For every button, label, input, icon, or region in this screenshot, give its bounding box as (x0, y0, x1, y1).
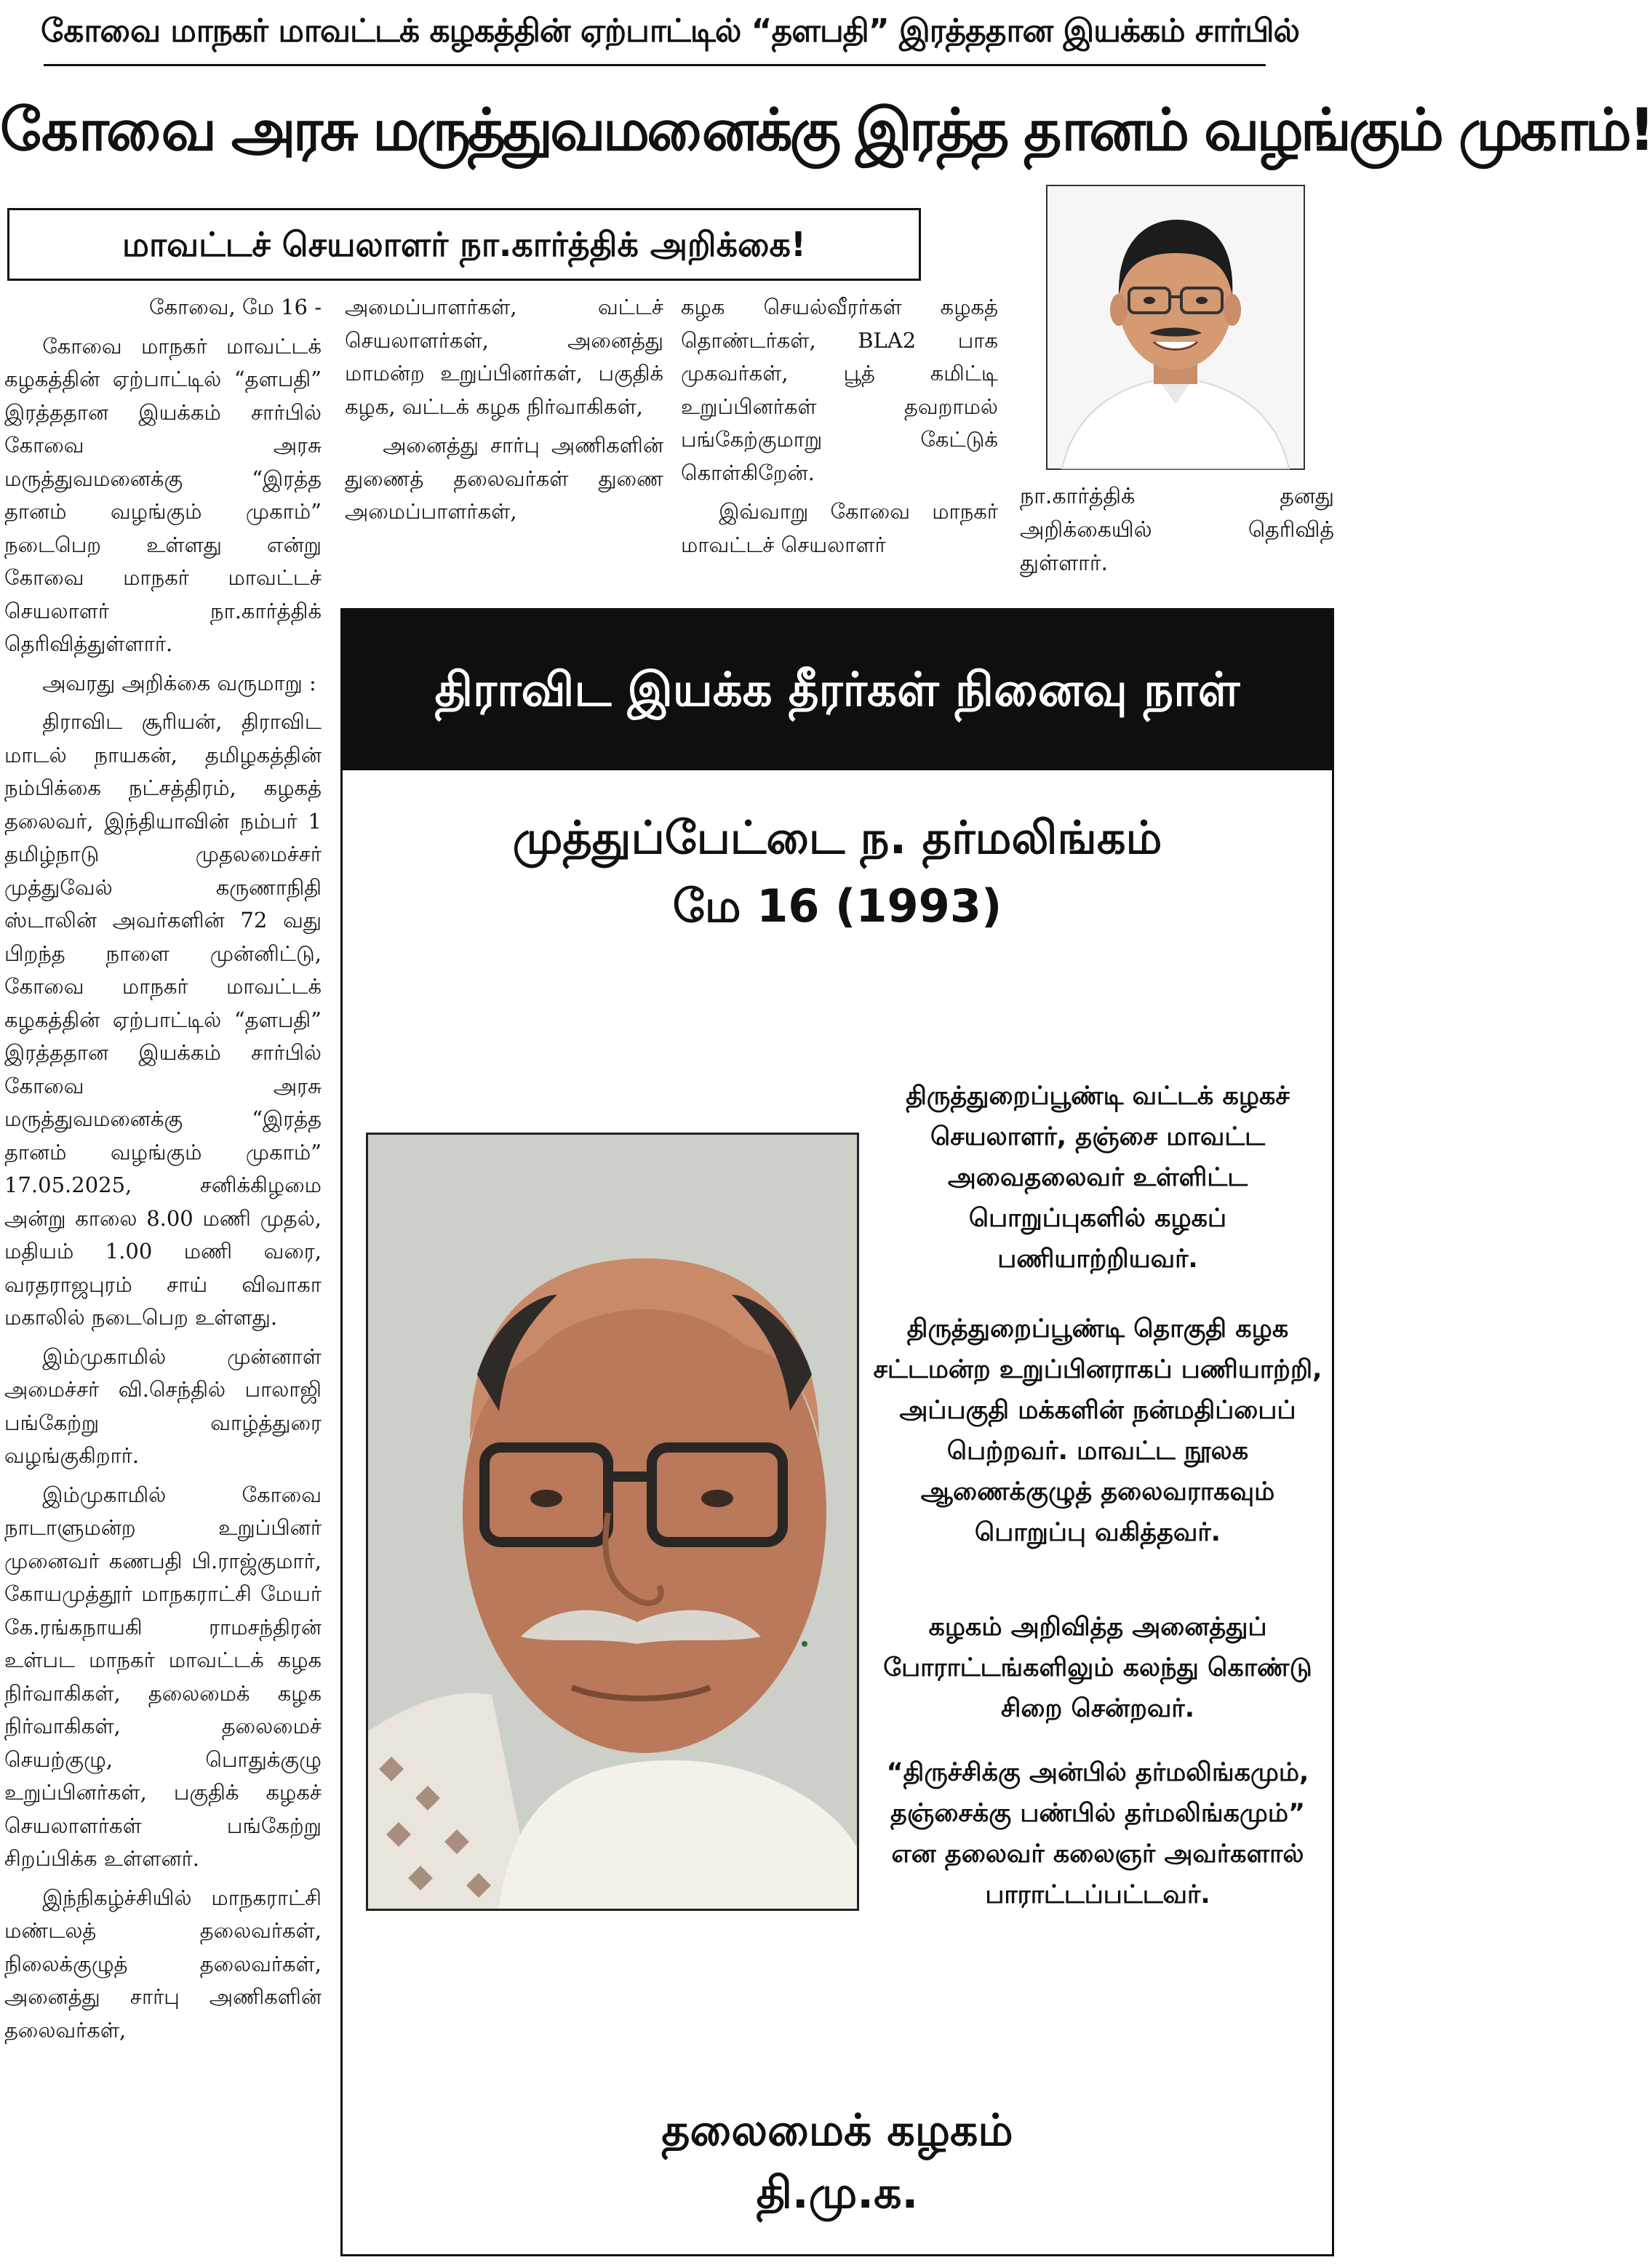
memorial-name: முத்துப்பேட்டை ந. தர்மலிங்கம் (512, 811, 1162, 864)
memorial-banner: திராவிட இயக்க தீரர்கள் நினைவு நாள் (343, 610, 1332, 770)
article-paragraph: இவ்வாறு கோவை மாநகர் மாவட்டச் செயலாளர் (681, 499, 998, 557)
memorial-bio-3: கழகம் அறிவித்த அனைத்துப் போராட்டங்களிலும் கலந்து கொண்டு சிறை சென்றவர். (883, 1613, 1312, 1723)
kicker-divider (44, 64, 1266, 66)
memorial-footer-party: தி.மு.க. (756, 2168, 919, 2219)
article-paragraph: இம்முகாமில் கோவை நாடாளுமன்ற உறுப்பினர் முனைவர் கணபதி பி.ராஜ்குமார், கோயமுத்தூர் மாநகராட்சி மேயர் கே.ரங்கநாயகி ராமசந்திரன் உள்பட மாநகர் மாவட்டக் கழக நிர்வாகிகள், தலைமைக் கழக நிர்வாகிகள், தலைமைச் செயற்குழு, பொதுக்குழு உறுப்பினர்கள், பகுதிக் கழகச் செயலாளர்கள் பங்கேற்று சிறப்பிக்க உள்ளனர். (4, 1482, 322, 1871)
memorial-notice (340, 608, 1334, 2256)
portrait-illustration (1048, 186, 1304, 468)
article-paragraph: கோவை மாநகர் மாவட்டக் கழகத்தின் ஏற்பாட்டில் “தளபதி” இரத்ததான இயக்கம் சார்பில் கோவை அரசு மருத்துவமனைக்கு “இரத்த தானம் வழங்கும் முகாம்” நடைபெற உள்ளது என்று கோவை மாநகர் மாவட்டச் செயலாளர் நா.கார்த்திக் தெரிவித்துள்ளார். (4, 333, 322, 656)
article-column-3 (681, 291, 998, 567)
portrait-caption: நா.கார்த்திக் தனது அறிக்கையில் தெரிவித் துள்ளார். (1020, 484, 1334, 576)
memorial-footer-org: தலைமைக் கழகம் (661, 2105, 1013, 2156)
page-headline: கோவை அரசு மருத்துவமனைக்கு இரத்த தானம் வழங்கும் முகாம்! (0, 96, 1652, 164)
memorial-illustration (368, 1135, 857, 1909)
subhead-box: மாவட்டச் செயலாளர் நா.கார்த்திக் அறிக்கை! (7, 208, 921, 281)
memorial-date: மே 16 (1993) (672, 879, 1002, 933)
article-dateline: கோவை, மே 16 - (149, 295, 322, 319)
article-column-1 (4, 291, 322, 2053)
article-paragraph: அவரது அறிக்கை வருமாறு : (42, 670, 316, 695)
portrait-photo (1046, 185, 1305, 470)
memorial-photo (366, 1133, 859, 1911)
article-paragraph: இம்முகாமில் முன்னாள் அமைச்சர் வி.செந்தில் பாலாஜி பங்கேற்று வாழ்த்துரை வழங்குகிறார். (4, 1343, 322, 1468)
article-paragraph: இந்நிகழ்ச்சியில் மாநகராட்சி மண்டலத் தலைவர்கள், நிலைக்குழுத் தலைவர்கள், அனைத்து சார்பு அணிகளின் தலைவர்கள், (4, 1885, 322, 2043)
article-paragraph: அமைப்பாளர்கள், வட்டச் செயலாளர்கள், அனைத்து மாமன்ற உறுப்பினர்கள், பகுதிக் கழக, வட்டக் கழக நிர்வாகிகள், (345, 295, 663, 419)
memorial-bio-4: “திருச்சிக்கு அன்பில் தர்மலிங்கமும், தஞ்சைக்கு பண்பில் தர்மலிங்கமும்” என தலைவர் கலைஞர் அவர்களால் பாராட்டப்பட்டவர். (886, 1758, 1309, 1909)
article-paragraph: திராவிட சூரியன், திராவிட மாடல் நாயகன், தமிழகத்தின் நம்பிக்கை நட்சத்திரம், கழகத் தலைவர், இந்தியாவின் நம்பர் 1 தமிழ்நாடு முதலமைச்சர் முத்துவேல் கருணாநிதி ஸ்டாலின் அவர்களின் 72 வது பிறந்த நாளை முன்னிட்டு, கோவை மாநகர் மாவட்டக் கழகத்தின் ஏற்பாட்டில் “தளபதி” இரத்ததான இயக்கம் சார்பில் கோவை அரசு மருத்துவமனைக்கு “இரத்த தானம் வழங்கும் முகாம்” 17.05.2025, சனிக்கிழமை அன்று காலை 8.00 மணி முதல், மதியம் 1.00 மணி வரை, வரதராஜபுரம் சாய் விவாகா மகாலில் நடைபெற உள்ளது. (4, 709, 322, 1330)
kicker-line: கோவை மாநகர் மாவட்டக் கழகத்தின் ஏற்பாட்டில் “தளபதி” இரத்ததான இயக்கம் சார்பில் (40, 12, 1300, 49)
article-column-2 (345, 291, 663, 535)
memorial-bio-1: திருத்துறைப்பூண்டி வட்டக் கழகச் செயலாளர், தஞ்சை மாவட்ட அவைதலைவர் உள்ளிட்ட பொறுப்புகளில் கழகப் பணியாற்றியவர். (906, 1082, 1290, 1274)
article-paragraph: அனைத்து சார்பு அணிகளின் துணைத் தலைவர்கள் துணை அமைப்பாளர்கள், (345, 433, 663, 524)
article-paragraph: கழக செயல்வீரர்கள் கழகத் தொண்டர்கள், BLA2 பாக முகவர்கள், பூத் கமிட்டி உறுப்பினர்கள் தவறாமல் பங்கேற்குமாறு கேட்டுக் கொள்கிறேன். (681, 295, 998, 485)
memorial-bio-2: திருத்துறைப்பூண்டி தொகுதி கழக சட்டமன்ற உறுப்பினராகப் பணியாற்றி, அப்பகுதி மக்களின் நன்மதிப்பைப் பெற்றவர். மாவட்ட நூலக ஆணைக்குழுத் தலைவராகவும் பொறுப்பு வகித்தவர். (873, 1314, 1322, 1547)
